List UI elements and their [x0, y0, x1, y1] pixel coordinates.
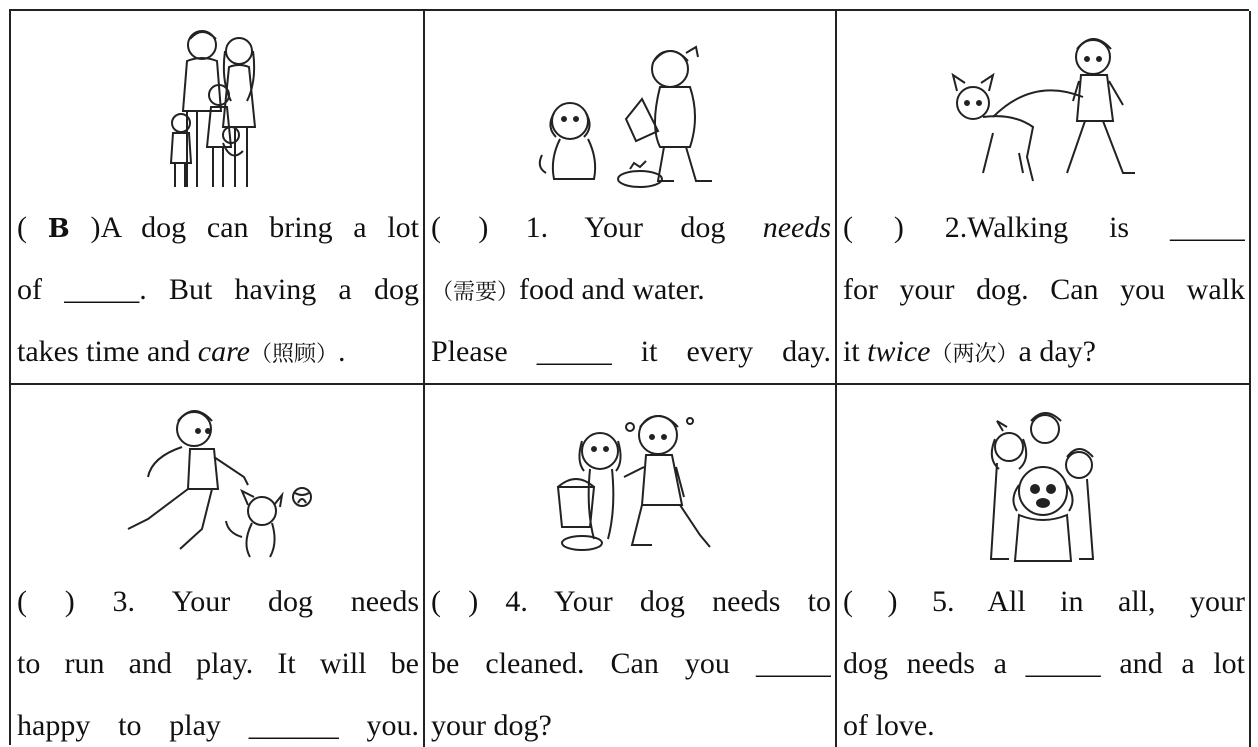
- chinese-gloss: （两次）: [930, 342, 1019, 367]
- line-text: takes time and: [17, 335, 198, 368]
- question-3-line2: to run and play. It will be: [17, 647, 419, 680]
- question-1-line3: Please _____ it every day.: [431, 335, 831, 368]
- line-text: .: [338, 335, 346, 368]
- italic-word: twice: [867, 335, 931, 368]
- question-5-line2: dog needs a _____ and a lot: [843, 647, 1245, 680]
- question-2-line3: [843, 321, 1245, 383]
- paren-open: (: [17, 211, 27, 244]
- question-4-line2: be cleaned. Can you _____: [431, 647, 831, 680]
- line-text: 1. Your dog: [488, 211, 763, 244]
- cell-example-line2: of _____. But having a dog: [17, 273, 419, 306]
- chinese-gloss: （需要）: [431, 280, 520, 305]
- exercise-table: [9, 9, 1249, 745]
- cell-example-line3: [17, 321, 419, 383]
- cell-question-2: [837, 11, 1251, 385]
- line-text: A dog can bring a lot: [100, 211, 419, 244]
- question-1-line2: [431, 259, 831, 321]
- cell-question-3: [11, 385, 425, 747]
- question-4-line3: your dog?: [431, 709, 552, 742]
- boy-washing-dog-illustration: [425, 389, 835, 567]
- question-2-line2: for your dog. Can you walk: [843, 273, 1245, 306]
- cell-question-4: [425, 385, 837, 747]
- question-3-line1: ( ) 3. Your dog needs: [17, 585, 419, 618]
- italic-word: care: [197, 335, 250, 368]
- question-1-line1: [431, 197, 831, 259]
- example-answer: B: [47, 214, 70, 244]
- italic-word: needs: [762, 211, 831, 244]
- cell-example-line1: [17, 197, 419, 259]
- chinese-gloss: （照顾）: [249, 342, 338, 367]
- question-3-line3: happy to play ______ you.: [17, 709, 419, 742]
- boy-walking-dog-illustration: [837, 15, 1249, 193]
- line-text: food and water.: [519, 273, 705, 306]
- cell-question-5: [837, 385, 1251, 747]
- answer-paren: ( ): [431, 211, 489, 244]
- boy-playing-ball-with-dog-illustration: [11, 389, 423, 567]
- girl-feeding-dog-illustration: [425, 15, 835, 193]
- family-with-dog-illustration: [11, 15, 423, 193]
- question-4-line1: ( ) 4. Your dog needs to: [431, 585, 831, 618]
- cell-example: [11, 11, 425, 385]
- children-hugging-dog-illustration: [837, 389, 1249, 567]
- question-5-line1: ( ) 5. All in all, your: [843, 585, 1245, 618]
- question-2-line1: ( ) 2.Walking is _____: [843, 211, 1245, 244]
- paren-close: ): [90, 211, 101, 244]
- question-5-line3: of love.: [843, 709, 935, 742]
- line-text: a day?: [1018, 335, 1096, 368]
- line-text: it: [843, 335, 868, 368]
- cell-question-1: [425, 11, 837, 385]
